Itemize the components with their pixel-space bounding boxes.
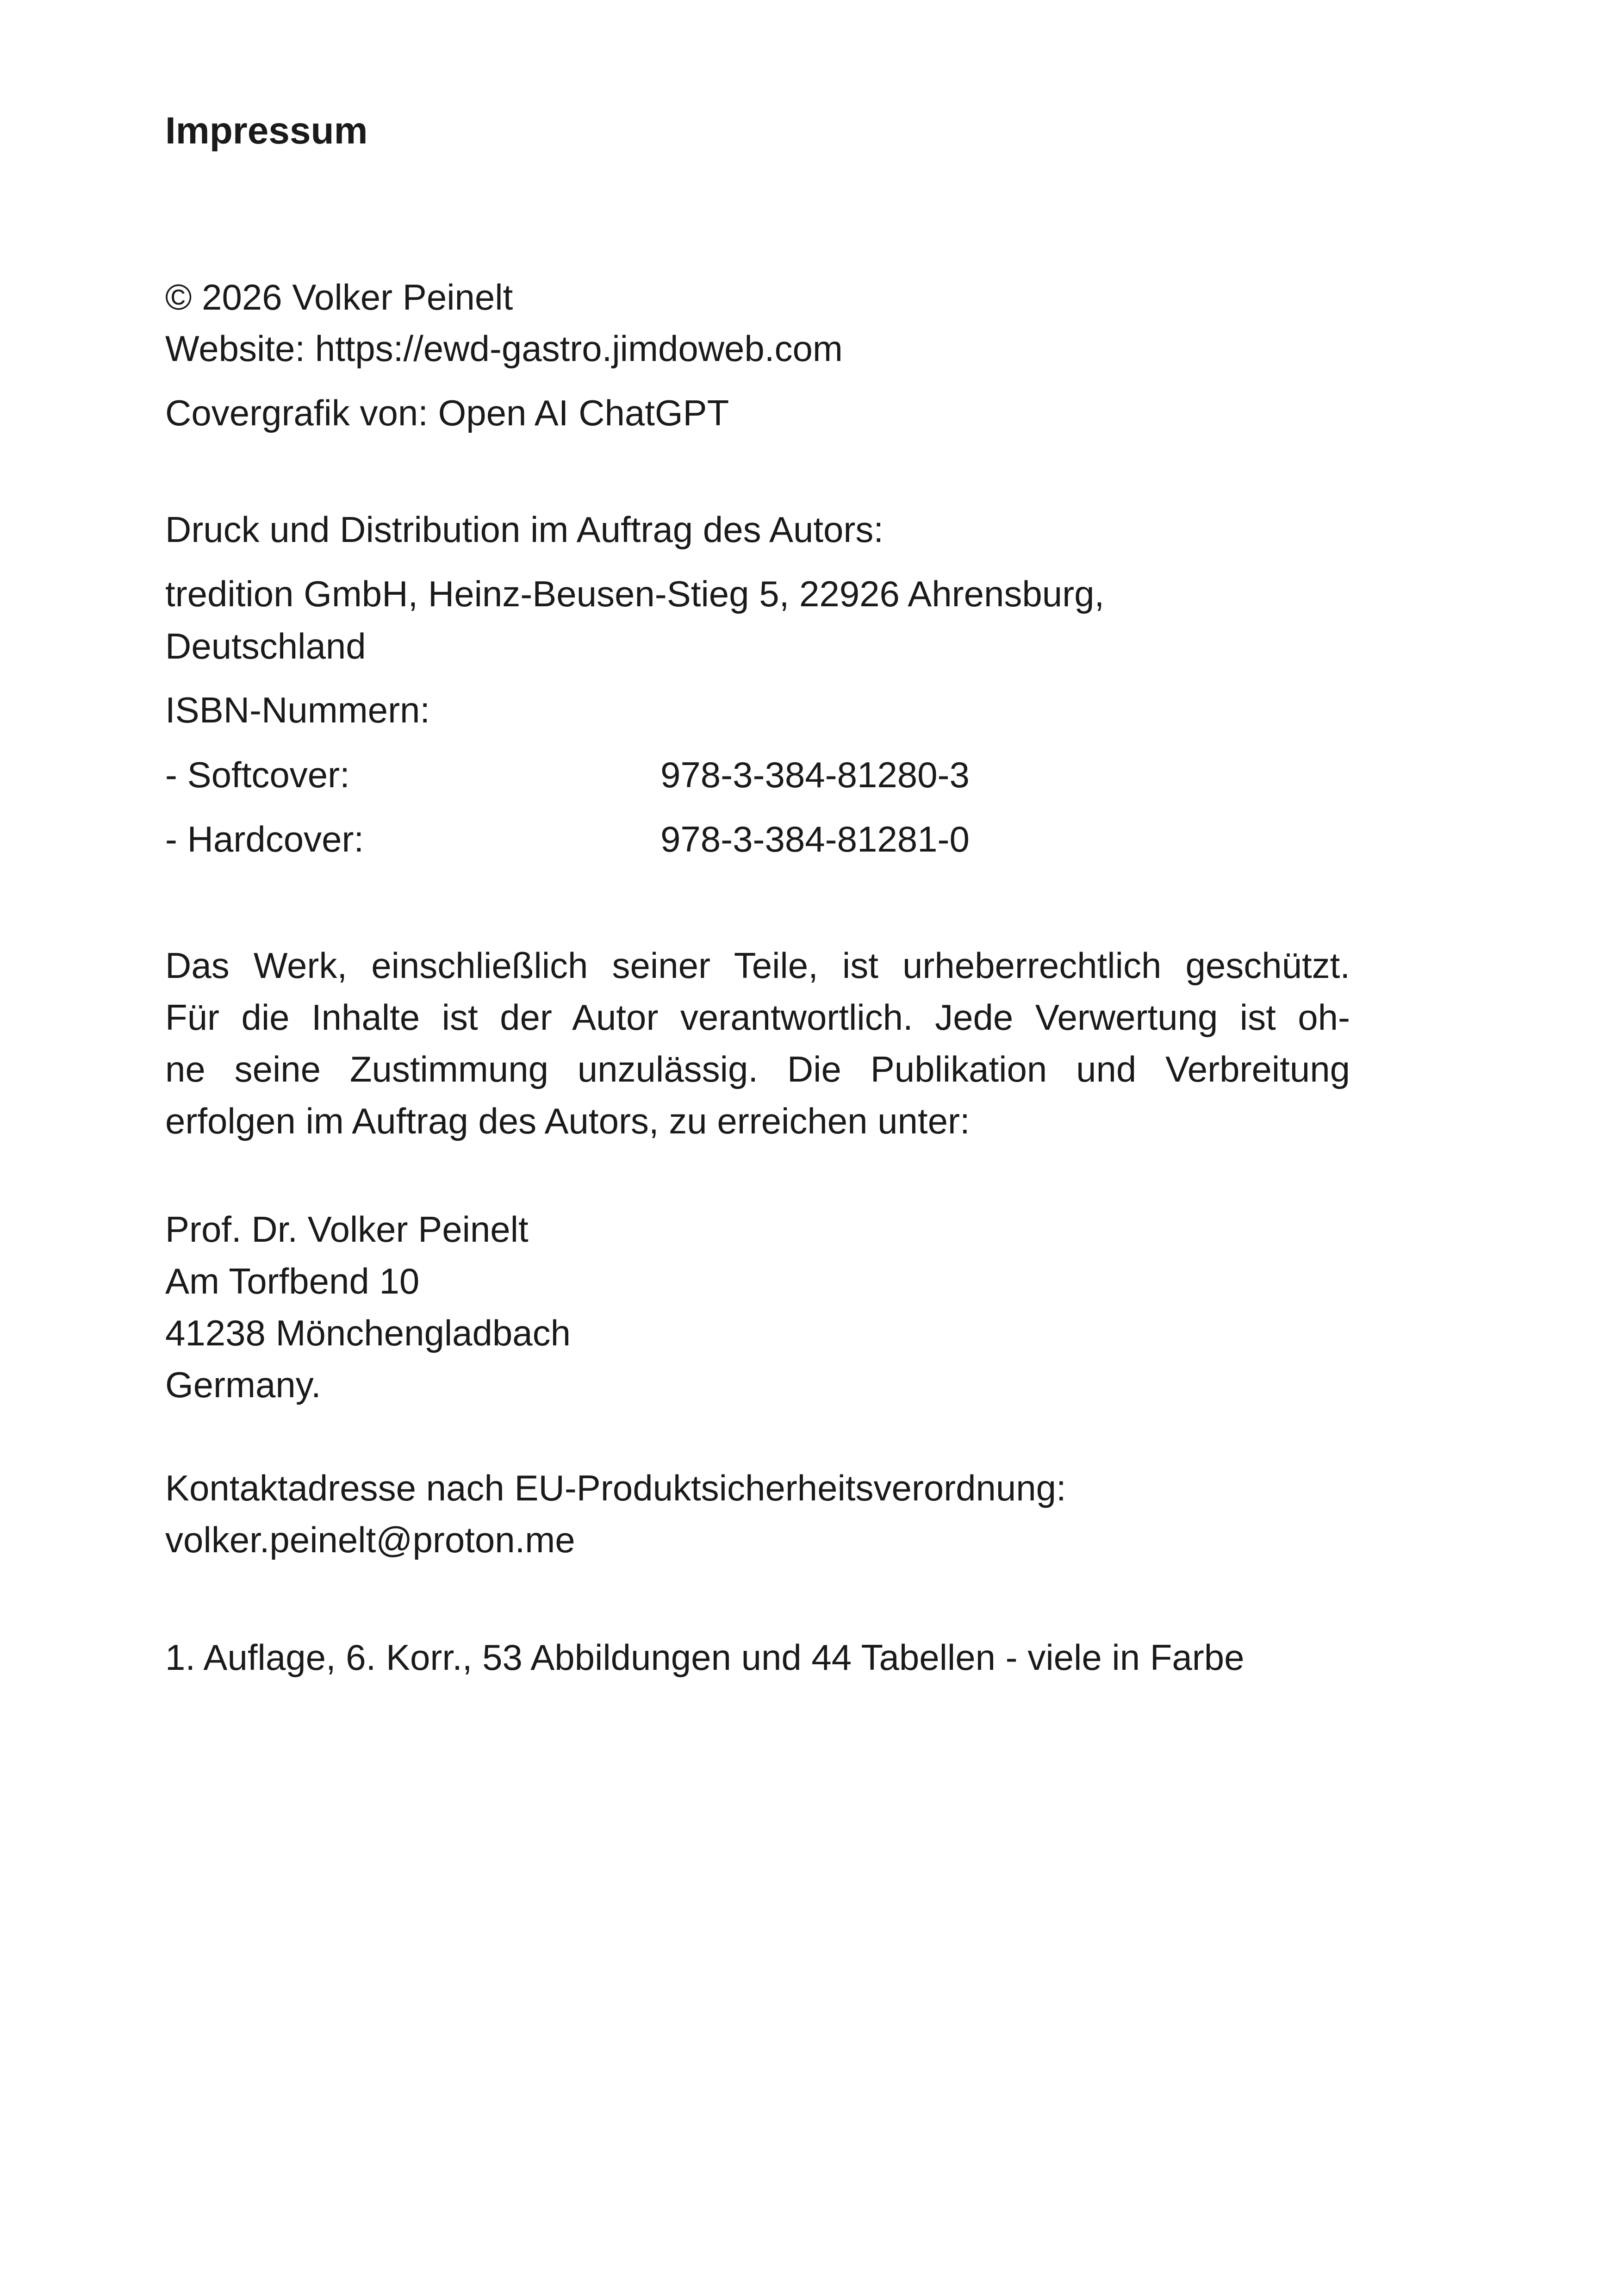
copyright-notice-paragraph [165,940,1350,1147]
contact-heading: Kontaktadresse nach EU-Produktsicherheitsverordnung: [165,1468,1066,1508]
copyright-line: © 2026 Volker Peinelt [165,277,513,317]
isbn-softcover-row [165,754,970,795]
cover-credit-line: Covergrafik von: Open AI ChatGPT [165,392,729,433]
isbn-heading: ISBN-Nummern: [165,690,430,730]
contact-email: volker.peinelt@proton.me [165,1519,575,1560]
copyright-notice-line: erfolgen im Auftrag des Autors, zu erreichen unter: [165,1101,970,1141]
isbn-softcover-value: 978-3-384-81280-3 [660,754,970,795]
page-title: Impressum [165,110,368,152]
copyright-notice-line: Für die Inhalte ist der Autor verantwortlich. Jede Verwertung ist oh- [165,997,1350,1038]
publisher-address-line2: Deutschland [165,626,366,666]
publisher-address-line1: tredition GmbH, Heinz-Beusen-Stieg 5, 22926 Ahrensburg, [165,573,1105,614]
copyright-notice-line: Das Werk, einschließlich seiner Teile, ist urheberrechtlich geschützt. [165,945,1350,986]
print-heading: Druck und Distribution im Auftrag des Autors: [165,509,884,550]
isbn-hardcover-label: - Hardcover: [165,819,364,859]
address-street: Am Torfbend 10 [165,1261,420,1301]
isbn-hardcover-value: 978-3-384-81281-0 [660,819,970,859]
isbn-softcover-label: - Softcover: [165,754,350,795]
edition-line: 1. Auflage, 6. Korr., 53 Abbildungen und 44 Tabellen - viele in Farbe [165,1637,1245,1678]
address-name: Prof. Dr. Volker Peinelt [165,1209,529,1250]
address-city: 41238 Mönchengladbach [165,1313,571,1353]
website-line: Website: https://ewd-gastro.jimdoweb.com [165,328,843,369]
copyright-notice-line: ne seine Zustimmung unzulässig. Die Publikation und Verbreitung [165,1049,1350,1089]
address-country: Germany. [165,1364,321,1405]
isbn-hardcover-row [165,819,970,859]
